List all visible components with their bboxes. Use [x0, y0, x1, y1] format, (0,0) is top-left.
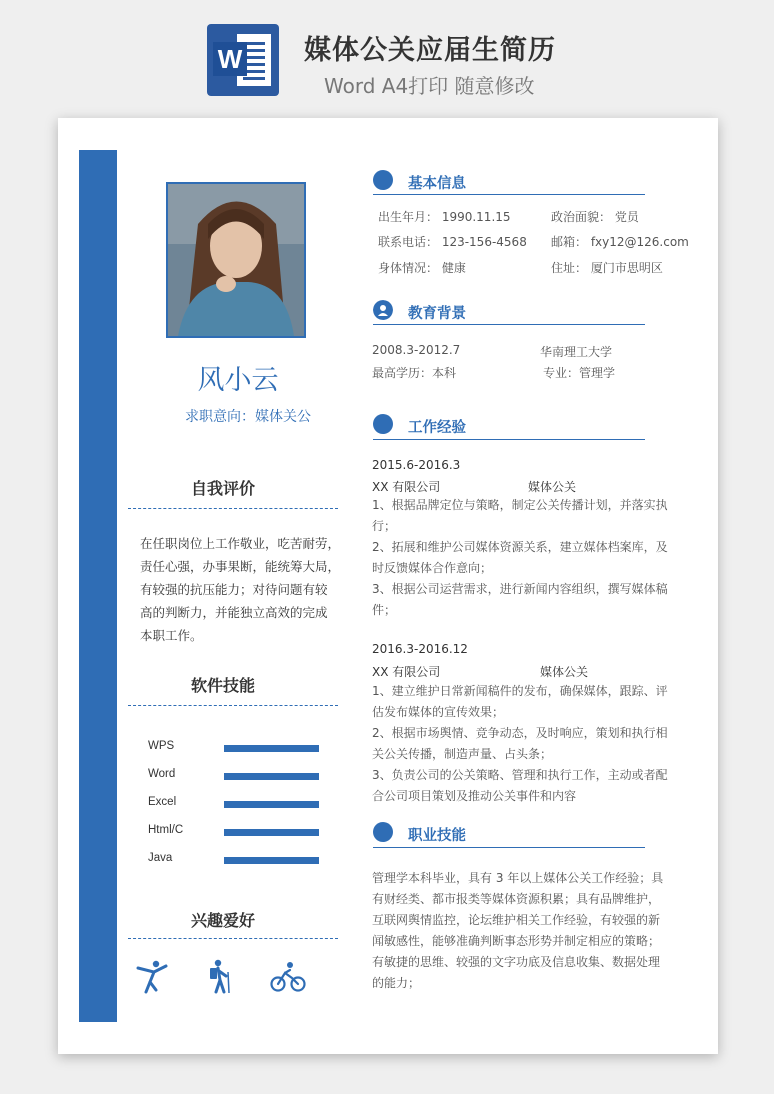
section-dot [373, 414, 393, 434]
job-company: XX 有限公司 [372, 665, 441, 679]
skill-label: Html/C [148, 824, 184, 836]
skill-level-bar [224, 829, 319, 836]
divider [373, 439, 645, 440]
job-intent: 求职意向：媒体关公 [185, 409, 311, 425]
section-dot [373, 170, 393, 190]
divider [373, 194, 645, 195]
logo-letter: W [213, 42, 247, 76]
self-eval-text: 在任职岗位上工作敬业，吃苦耐劳， 责任心强，办事果断，能统筹大局， 有较强的抗压能力；对待问题有较 高的判断力，并能独立高效的完成 本职工作。 [140, 536, 341, 643]
work-heading: 工作经验 [408, 420, 466, 436]
job-period: 2015.6-2016.3 [372, 458, 461, 472]
divider [373, 847, 645, 848]
skill-row [148, 852, 338, 868]
word-logo-icon [207, 24, 279, 96]
education-icon [373, 300, 393, 320]
section-dot [373, 822, 393, 842]
divider [128, 705, 338, 706]
skill-level-bar [224, 745, 319, 752]
phone-info: 联系电话： 123-156-4568 [378, 235, 527, 249]
edu-period: 2008.3-2012.7 [372, 343, 461, 357]
politics-info: 政治面貌： 党员 [551, 210, 639, 224]
skill-row [148, 740, 338, 756]
skills-heading: 职业技能 [408, 828, 466, 844]
skill-label: Java [148, 852, 173, 864]
edu-school: 华南理工大学 [540, 345, 613, 359]
job-company: XX 有限公司 [372, 480, 441, 494]
birth-info: 出生年月： 1990.11.15 [378, 210, 511, 224]
divider [128, 938, 338, 939]
edu-major: 专业：管理学 [543, 366, 616, 380]
skill-level-bar [224, 857, 319, 864]
skill-level-bar [224, 801, 319, 808]
page-subtitle: Word A4打印 随意修改 [324, 74, 535, 98]
resume-page [58, 118, 718, 1054]
hobbies-heading: 兴趣爱好 [190, 911, 255, 930]
job-role: 媒体公关 [540, 665, 589, 679]
software-heading: 软件技能 [190, 676, 255, 695]
skill-label: Word [148, 768, 176, 780]
job-duties: 1、建立维护日常新闻稿件的发布，确保媒体，跟踪、评 估发布媒体的宣传效果； 2、根据市场舆情、竞争动态，及时响应，策划和执行相 关公关传播，制造声量、占头条； 3、负责公司的公关策略、管理和执行工作，主动或者配 合公司项目策划及推动公关事件和内容 [372, 684, 668, 803]
email-info: 邮箱： fxy12@126.com [551, 235, 689, 249]
candidate-name: 风小云 [197, 365, 279, 396]
skill-row [148, 768, 338, 784]
divider [128, 508, 338, 509]
basic-heading: 基本信息 [408, 176, 466, 192]
job-role: 媒体公关 [528, 480, 577, 494]
job-period: 2016.3-2016.12 [372, 642, 468, 656]
side-accent-bar [79, 150, 117, 1022]
hiking-icon [202, 958, 238, 994]
skill-label: Excel [148, 796, 177, 808]
dance-icon [134, 958, 170, 994]
address-info: 住址： 厦门市思明区 [551, 261, 663, 275]
skill-row [148, 796, 338, 812]
education-heading: 教育背景 [408, 306, 466, 322]
cycling-icon [270, 958, 306, 994]
skill-label: WPS [148, 740, 175, 752]
job-duties: 1、根据品牌定位与策略，制定公关传播计划，并落实执 行； 2、拓展和维护公司媒体资源关系，建立媒体档案库，及 时反馈媒体合作意向； 3、根据公司运营需求，进行新闻内容组织，撰写媒体稿 件； [372, 498, 668, 617]
edu-degree: 最高学历：本科 [372, 366, 457, 380]
skill-level-bar [224, 773, 319, 780]
skills-text: 管理学本科毕业，具有 3 年以上媒体公关工作经验；具 有财经类、都市报类等媒体资源积累；具有品牌维护， 互联网舆情监控，论坛维护相关工作经验，有较强的新 闻敏感性，能够准确判断事态形势并制定相应的策略； 有敏捷的思维、较强的文字功底及信息收集、数据处理 的能力； [372, 871, 664, 990]
health-info: 身体情况： 健康 [378, 261, 466, 275]
profile-photo [166, 182, 306, 338]
page-title: 媒体公关应届生简历 [304, 35, 556, 66]
self-eval-heading: 自我评价 [190, 479, 255, 498]
divider [373, 324, 645, 325]
skill-row [148, 824, 338, 840]
